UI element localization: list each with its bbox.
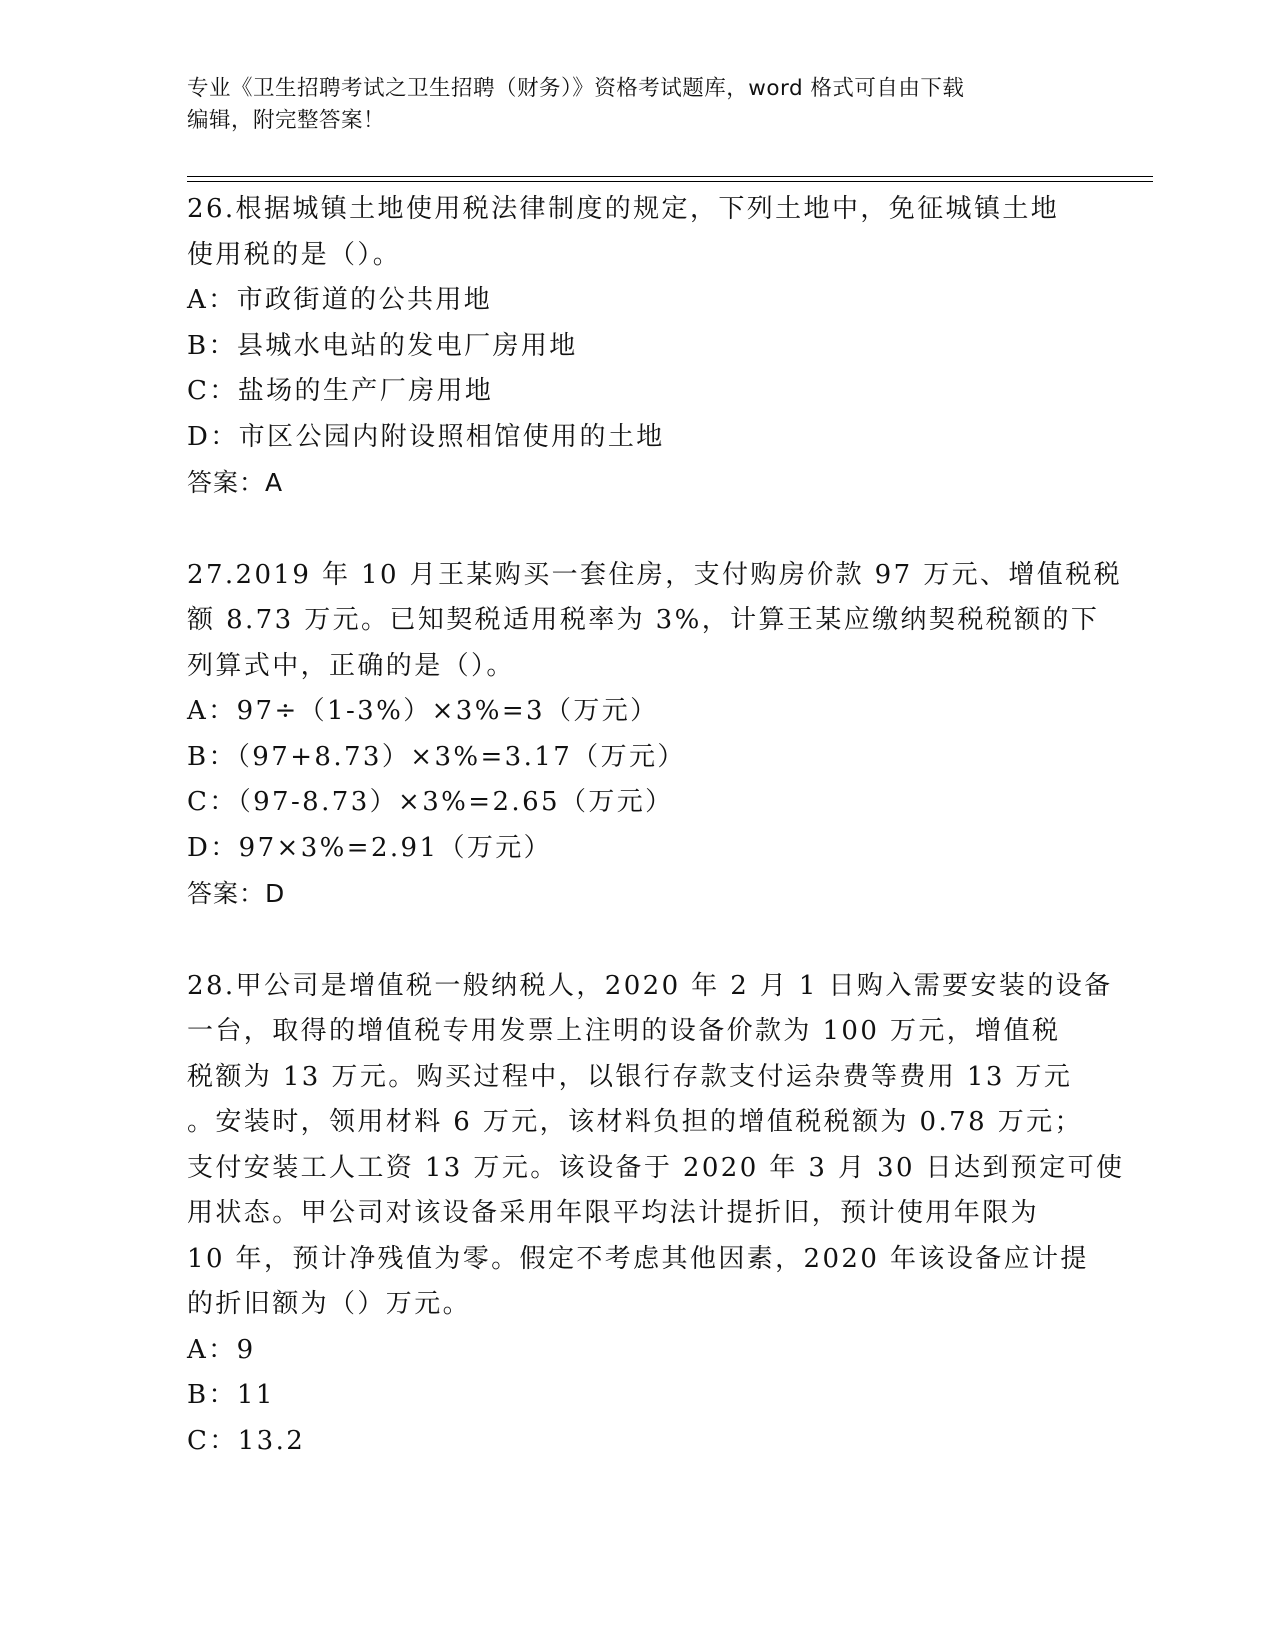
question-text-line: 。安装时，领用材料 6 万元，该材料负担的增值税税额为 0.78 万元； [187, 1107, 1083, 1137]
option-d: D：97×3%=2.91（万元） [187, 832, 553, 863]
option-c: C：盐场的生产厂房用地 [187, 376, 494, 406]
option-a: A：9 [187, 1334, 256, 1365]
page-header [187, 73, 1067, 137]
option-b: B：11 [187, 1380, 275, 1410]
question-spacer [187, 506, 1087, 553]
answer-label: 答案：A [187, 468, 284, 497]
option-b: B：（97+8.73）×3%=3.17（万元） [187, 741, 686, 772]
question-text-line: 税额为 13 万元。购买过程中，以银行存款支付运杂费等费用 13 万元 [187, 1061, 1073, 1092]
question-28 [187, 964, 1125, 1465]
option-c: C：13.2 [187, 1425, 306, 1456]
header-line-1: 专业《卫生招聘考试之卫生招聘（财务）》资格考试题库，word 格式可自由下载 [187, 76, 965, 101]
question-text-line: 用状态。甲公司对该设备采用年限平均法计提折旧，预计使用年限为 [187, 1198, 1040, 1228]
question-text-line: 支付安装工人工资 13 万元。该设备于 2020 年 3 月 30 日达到预定可使 [187, 1152, 1125, 1183]
header-line-2: 编辑，附完整答案！ [187, 108, 386, 133]
option-a: A：市政街道的公共用地 [187, 285, 493, 315]
question-spacer [187, 917, 1087, 964]
question-text-line: 额 8.73 万元。已知契税适用税率为 3%，计算王某应缴纳契税税额的下 [187, 605, 1100, 635]
option-b: B：县城水电站的发电厂房用地 [187, 330, 578, 361]
question-text-line: 列算式中，正确的是（）。 [187, 650, 515, 681]
question-27 [187, 553, 1123, 917]
question-text-line: 10 年，预计净残值为零。假定不考虑其他因素，2020 年该设备应计提 [187, 1243, 1089, 1274]
option-d: D：市区公园内附设照相馆使用的土地 [187, 421, 665, 452]
question-text-line: 28.甲公司是增值税一般纳税人，2020 年 2 月 1 日购入需要安装的设备 [187, 970, 1113, 1001]
question-text-line: 27.2019 年 10 月王某购买一套住房，支付购房价款 97 万元、增值税税 [187, 559, 1123, 590]
header-divider-bottom [187, 181, 1153, 182]
answer-label: 答案：D [187, 879, 286, 908]
option-a: A：97÷（1-3%）×3%=3（万元） [187, 696, 659, 726]
question-text-line: 使用税的是（）。 [187, 239, 402, 270]
question-26 [187, 187, 1087, 506]
header-divider-top [187, 176, 1153, 177]
question-text-line: 一台，取得的增值税专用发票上注明的设备价款为 100 万元，增值税 [187, 1016, 1061, 1046]
question-text-line: 26.根据城镇土地使用税法律制度的规定，下列土地中，免征城镇土地 [187, 194, 1060, 224]
option-c: C：（97-8.73）×3%=2.65（万元） [187, 787, 674, 817]
question-list [187, 187, 1125, 1464]
question-text-line: 的折旧额为（）万元。 [187, 1289, 472, 1319]
